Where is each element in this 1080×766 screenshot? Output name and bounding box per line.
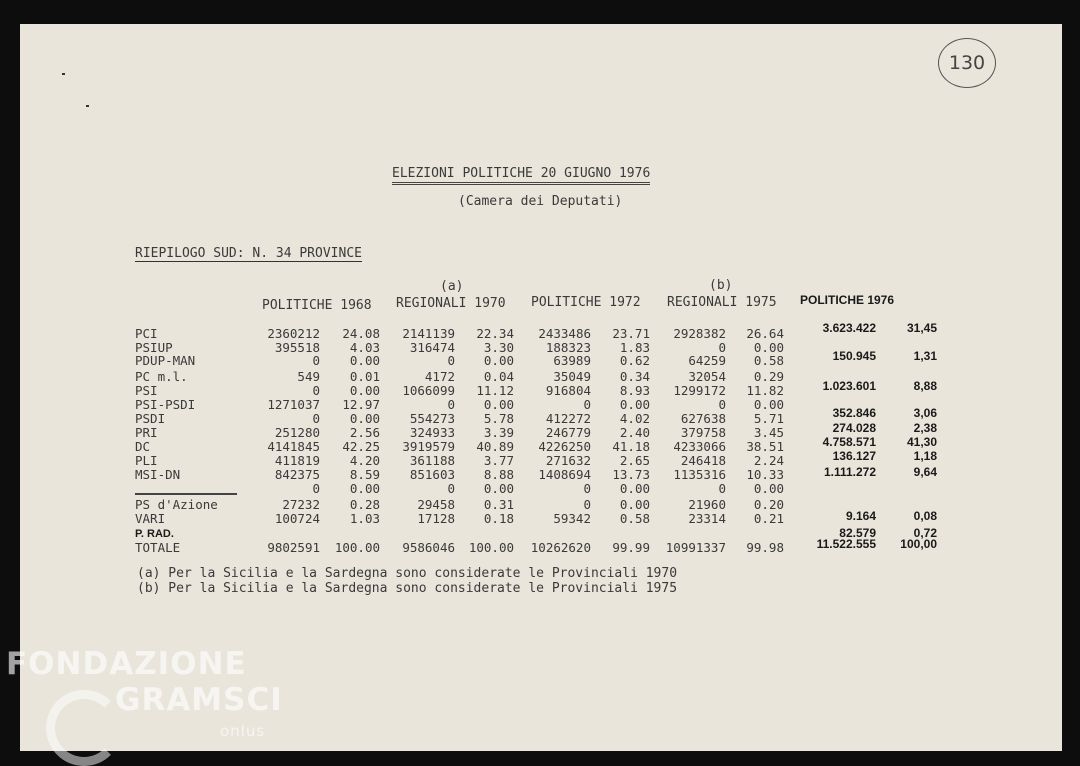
party-name: PSI-PSDI — [135, 397, 196, 412]
cell-p75: 99.98 — [746, 540, 784, 555]
cell-v76: 1.023.601 — [822, 379, 876, 393]
cell-v76: 82.579 — [839, 526, 876, 540]
cell-v68: 0 — [312, 383, 320, 398]
cell-v75: 21960 — [688, 497, 726, 512]
party-name: MSI-DN — [135, 467, 181, 482]
cell-p72: 41.18 — [612, 439, 650, 454]
column-header-1975: REGIONALI 1975 — [667, 295, 777, 310]
cell-v68: 0 — [312, 481, 320, 496]
cell-v76: 9.164 — [845, 509, 876, 523]
cell-p75: 0.21 — [753, 511, 784, 526]
cell-p70: 5.78 — [483, 411, 514, 426]
cell-p68: 4.03 — [349, 340, 380, 355]
cell-v70: 316474 — [409, 340, 455, 355]
cell-v76: 3.623.422 — [822, 321, 876, 335]
cell-v76: 11.522.555 — [816, 537, 876, 551]
cell-p72: 0.00 — [619, 481, 650, 496]
cell-p72: 1.83 — [619, 340, 650, 355]
cell-p70: 100.00 — [468, 540, 514, 555]
cell-p68: 8.59 — [349, 467, 380, 482]
cell-p70: 3.77 — [483, 453, 514, 468]
column-header-1968: POLITICHE 1968 — [262, 298, 372, 313]
footnote-b: (b) Per la Sicilia e la Sardegna sono considerate le Provinciali 1975 — [137, 581, 678, 596]
cell-v75: 0 — [718, 481, 726, 496]
cell-v70: 0 — [447, 481, 455, 496]
cell-p70: 11.12 — [476, 383, 514, 398]
cell-v75: 2928382 — [673, 326, 726, 341]
cell-v75: 627638 — [680, 411, 726, 426]
cell-v70: 361188 — [409, 453, 455, 468]
cell-p72: 8.93 — [619, 383, 650, 398]
cell-p70: 0.00 — [483, 481, 514, 496]
party-name: PCI — [135, 326, 158, 341]
cell-v75: 1135316 — [673, 467, 726, 482]
column-note-a: (a) — [440, 279, 464, 294]
cell-v75: 64259 — [688, 353, 726, 368]
cell-p70: 0.00 — [483, 353, 514, 368]
footnote-a: (a) Per la Sicilia e la Sardegna sono considerate le Provinciali 1970 — [137, 566, 678, 581]
cell-p68: 100.00 — [334, 540, 380, 555]
cell-v72: 2433486 — [538, 326, 591, 341]
cell-v70: 9586046 — [402, 540, 455, 555]
cell-p72: 0.00 — [619, 397, 650, 412]
cell-p76: 41,30 — [906, 435, 937, 449]
cell-p75: 0.29 — [753, 369, 784, 384]
cell-p75: 0.00 — [753, 397, 784, 412]
cell-p68: 0.00 — [349, 411, 380, 426]
section-label: RIEPILOGO SUD: N. 34 PROVINCE — [135, 246, 362, 261]
cell-p68: 2.56 — [349, 425, 380, 440]
cell-p72: 4.02 — [619, 411, 650, 426]
cell-p68: 4.20 — [349, 453, 380, 468]
cell-v68: 411819 — [274, 453, 320, 468]
cell-p76: 0,08 — [913, 509, 937, 523]
cell-v68: 549 — [297, 369, 320, 384]
party-name: PLI — [135, 453, 158, 468]
party-name: PDUP-MAN — [135, 353, 196, 368]
cell-p70: 3.30 — [483, 340, 514, 355]
cell-v76: 150.945 — [832, 349, 876, 363]
cell-v72: 4226250 — [538, 439, 591, 454]
party-name: PSI — [135, 383, 158, 398]
cell-v68: 27232 — [282, 497, 320, 512]
cell-v75: 32054 — [688, 369, 726, 384]
document-title: ELEZIONI POLITICHE 20 GIUGNO 1976 — [392, 167, 650, 185]
cell-v72: 271632 — [545, 453, 591, 468]
cell-v75: 246418 — [680, 453, 726, 468]
cell-p70: 0.04 — [483, 369, 514, 384]
separator-line — [135, 493, 237, 495]
cell-p72: 2.40 — [619, 425, 650, 440]
cell-p70: 0.31 — [483, 497, 514, 512]
cell-p72: 0.58 — [619, 511, 650, 526]
cell-v72: 188323 — [545, 340, 591, 355]
party-name: PSIUP — [135, 340, 173, 355]
party-name: DC — [135, 439, 151, 454]
cell-p72: 2.65 — [619, 453, 650, 468]
cell-p76: 31,45 — [906, 321, 937, 335]
cell-v70: 851603 — [409, 467, 455, 482]
cell-p76: 1,18 — [913, 449, 937, 463]
cell-v70: 1066099 — [402, 383, 455, 398]
document-subtitle: (Camera dei Deputati) — [458, 194, 623, 209]
cell-v70: 4172 — [424, 369, 455, 384]
cell-p70: 0.00 — [483, 397, 514, 412]
cell-p68: 0.00 — [349, 481, 380, 496]
party-name: PS d'Azione — [135, 497, 218, 512]
cell-v75: 23314 — [688, 511, 726, 526]
cell-v70: 3919579 — [402, 439, 455, 454]
cell-p72: 0.62 — [619, 353, 650, 368]
cell-p68: 42.25 — [342, 439, 380, 454]
cell-v75: 379758 — [680, 425, 726, 440]
cell-v68: 9802591 — [267, 540, 320, 555]
cell-v76: 352.846 — [832, 406, 876, 420]
cell-p72: 0.34 — [619, 369, 650, 384]
party-name: VARI — [135, 511, 166, 526]
cell-v75: 1299172 — [673, 383, 726, 398]
cell-p68: 24.08 — [342, 326, 380, 341]
cell-p72: 99.99 — [612, 540, 650, 555]
cell-p70: 40.89 — [476, 439, 514, 454]
cell-v72: 1408694 — [538, 467, 591, 482]
watermark-logo-icon — [46, 690, 122, 766]
cell-v70: 2141139 — [402, 326, 455, 341]
paper-mark — [62, 73, 65, 75]
cell-v72: 0 — [583, 497, 591, 512]
cell-v68: 842375 — [274, 467, 320, 482]
column-header-1970: REGIONALI 1970 — [396, 296, 506, 311]
cell-v75: 0 — [718, 340, 726, 355]
cell-v70: 554273 — [409, 411, 455, 426]
cell-v72: 10262620 — [530, 540, 591, 555]
cell-p75: 26.64 — [746, 326, 784, 341]
cell-v75: 10991337 — [665, 540, 726, 555]
cell-v72: 0 — [583, 481, 591, 496]
cell-v76: 4.758.571 — [822, 435, 876, 449]
cell-p75: 0.00 — [753, 481, 784, 496]
cell-p76: 9,64 — [913, 465, 937, 479]
cell-v72: 59342 — [553, 511, 591, 526]
cell-p70: 3.39 — [483, 425, 514, 440]
cell-p75: 0.20 — [753, 497, 784, 512]
cell-p72: 13.73 — [612, 467, 650, 482]
page-number-stamp: 130 — [938, 38, 996, 88]
cell-v76: 274.028 — [832, 421, 876, 435]
column-note-b: (b) — [709, 278, 733, 293]
cell-v72: 63989 — [553, 353, 591, 368]
party-name: P. RAD. — [135, 528, 174, 540]
cell-v68: 1271037 — [267, 397, 320, 412]
cell-p68: 12.97 — [342, 397, 380, 412]
party-name: PC m.l. — [135, 369, 188, 384]
cell-v75: 4233066 — [673, 439, 726, 454]
watermark-line1: FONDAZIONE — [6, 646, 247, 682]
cell-v72: 35049 — [553, 369, 591, 384]
cell-p76: 100,00 — [900, 537, 937, 551]
party-name: TOTALE — [135, 540, 181, 555]
cell-v68: 100724 — [274, 511, 320, 526]
cell-p76: 2,38 — [913, 421, 937, 435]
cell-v68: 4141845 — [267, 439, 320, 454]
cell-p75: 0.00 — [753, 340, 784, 355]
party-name: PSDI — [135, 411, 166, 426]
cell-p68: 0.00 — [349, 353, 380, 368]
cell-v76: 136.127 — [832, 449, 876, 463]
cell-p75: 38.51 — [746, 439, 784, 454]
watermark-line3: onlus — [220, 722, 266, 740]
cell-p72: 0.00 — [619, 497, 650, 512]
cell-v70: 324933 — [409, 425, 455, 440]
cell-p75: 11.82 — [746, 383, 784, 398]
cell-p76: 1,31 — [913, 349, 937, 363]
cell-p70: 0.18 — [483, 511, 514, 526]
cell-p68: 0.00 — [349, 383, 380, 398]
cell-v76: 1.111.272 — [823, 465, 876, 479]
cell-v70: 0 — [447, 353, 455, 368]
cell-v70: 29458 — [417, 497, 455, 512]
column-header-1976: POLITICHE 1976 — [800, 293, 895, 307]
cell-p70: 22.34 — [476, 326, 514, 341]
cell-p68: 0.28 — [349, 497, 380, 512]
column-header-1972: POLITICHE 1972 — [531, 295, 641, 310]
cell-v72: 412272 — [545, 411, 591, 426]
watermark-line2: GRAMSCI — [115, 682, 283, 718]
cell-v68: 0 — [312, 353, 320, 368]
cell-v70: 0 — [447, 397, 455, 412]
cell-p70: 8.88 — [483, 467, 514, 482]
cell-v72: 246779 — [545, 425, 591, 440]
cell-p76: 0,72 — [913, 526, 937, 540]
cell-v72: 0 — [583, 397, 591, 412]
cell-p68: 0.01 — [349, 369, 380, 384]
cell-v70: 17128 — [417, 511, 455, 526]
cell-p72: 23.71 — [612, 326, 650, 341]
cell-p68: 1.03 — [349, 511, 380, 526]
party-name: PRI — [135, 425, 158, 440]
cell-v72: 916804 — [545, 383, 591, 398]
cell-v75: 0 — [718, 397, 726, 412]
cell-v68: 2360212 — [267, 326, 320, 341]
cell-p75: 3.45 — [753, 425, 784, 440]
cell-p76: 8,88 — [913, 379, 937, 393]
cell-v68: 251280 — [274, 425, 320, 440]
cell-p76: 3,06 — [913, 406, 937, 420]
cell-p75: 5.71 — [753, 411, 784, 426]
cell-v68: 395518 — [274, 340, 320, 355]
cell-p75: 0.58 — [753, 353, 784, 368]
cell-p75: 10.33 — [746, 467, 784, 482]
paper-mark — [86, 105, 89, 107]
cell-v68: 0 — [312, 411, 320, 426]
cell-p75: 2.24 — [753, 453, 784, 468]
